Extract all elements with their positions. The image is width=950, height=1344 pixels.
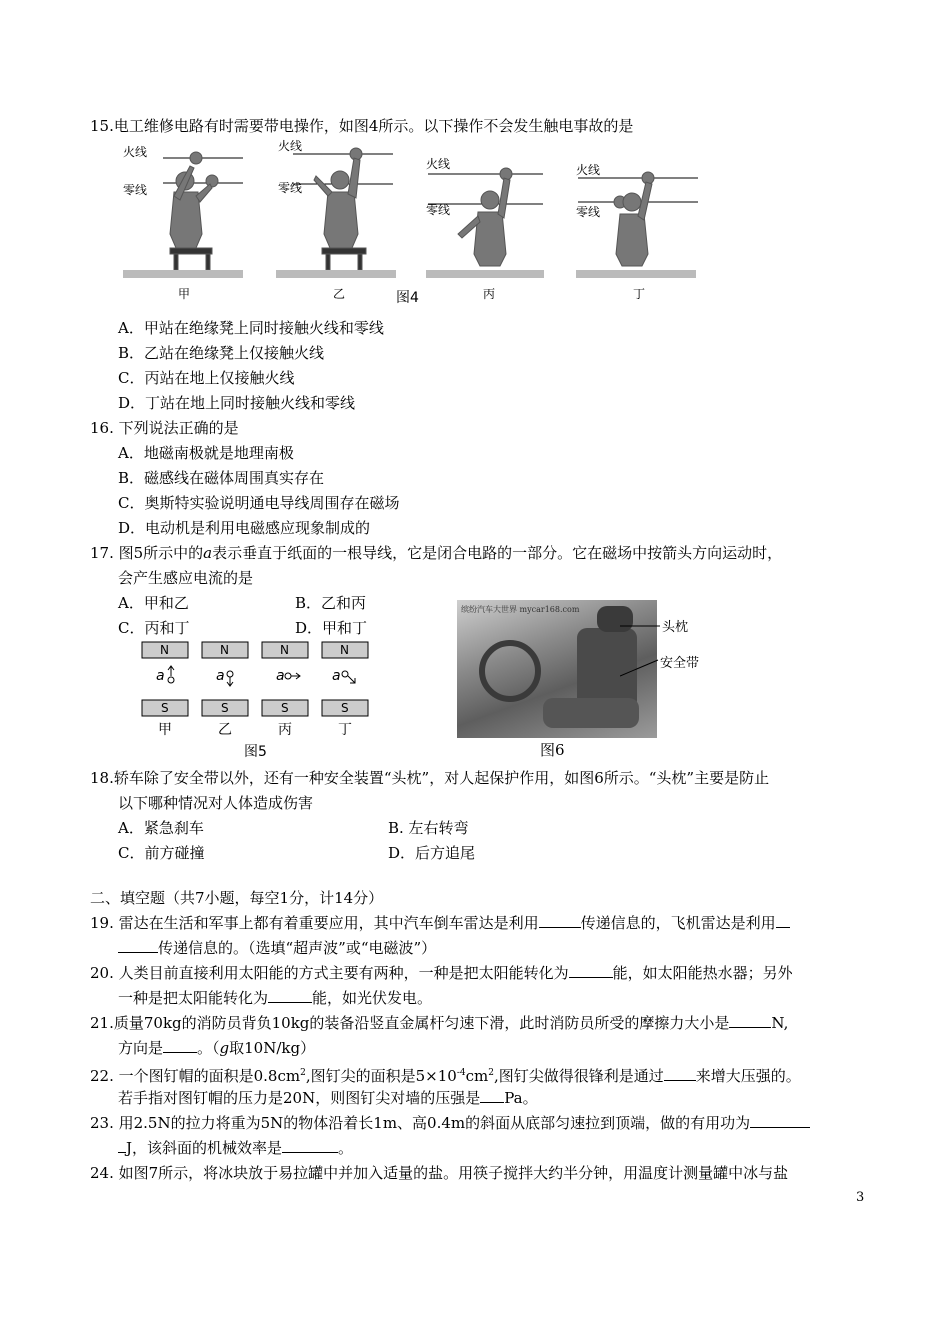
q19-blank-1[interactable] bbox=[539, 913, 581, 928]
q22-l2b: Pa。 bbox=[504, 1089, 538, 1107]
q21-line1 bbox=[90, 1013, 788, 1033]
fig4-live-wire-label-4: 火线 bbox=[576, 163, 601, 177]
q15-stem: 15.电工维修电路有时需要带电操作，如图4所示。以下操作不会发生触电事故的是 bbox=[90, 117, 634, 135]
fig6-watermark: 缤纷汽车大世界 mycar168.com bbox=[461, 605, 580, 614]
q23-l1: 23. 用2.5N的拉力将重为5N的物体沿着长1m、高0.4m的斜面从底部匀速拉到顶端，做的有用功为 bbox=[90, 1114, 751, 1132]
fig6-headrest-label: 头枕 bbox=[662, 620, 689, 635]
q20-l2a: 一种是把太阳能转化为 bbox=[118, 989, 269, 1007]
fig5-panel-label-1: 甲 bbox=[158, 722, 172, 738]
fig5-panel-label-3: 丙 bbox=[278, 722, 292, 738]
q22-sup-2: 2 bbox=[488, 1068, 494, 1078]
fig5-s-label-1: S bbox=[161, 701, 169, 715]
q19-l1b: 传递信息的，飞机雷达是利用 bbox=[580, 914, 776, 932]
q23-l2a: J，该斜面的机械效率是 bbox=[126, 1139, 283, 1157]
fig4-panel-label-yi: 乙 bbox=[333, 287, 346, 301]
q21-l1a: 21.质量70kg的消防员背负10kg的装备沿竖直金属杆匀速下滑，此时消防员所受的摩擦力大小是 bbox=[90, 1014, 730, 1032]
q22-l2a: 若手指对图钉帽的压力是20N，则图钉尖对墙的压强是 bbox=[118, 1089, 481, 1107]
q19-blank-2b[interactable] bbox=[118, 938, 158, 953]
fig5-a-label-4: a bbox=[332, 668, 341, 684]
fig4-panel-yi bbox=[276, 138, 396, 301]
fig5-wire-1 bbox=[168, 677, 174, 683]
fig4-live-wire-label-3: 火线 bbox=[426, 157, 451, 171]
fig4-panel-label-bing: 丙 bbox=[483, 287, 496, 301]
q23-line2 bbox=[118, 1138, 353, 1158]
q22-l1d: ,图钉尖做得很锋利是通过 bbox=[493, 1067, 664, 1085]
q20-l1b: 能，如太阳能热水器；另外 bbox=[612, 964, 793, 982]
q18-stem-line2: 以下哪种情况对人体造成伤害 bbox=[118, 794, 314, 812]
figure-5 bbox=[138, 640, 378, 760]
q19-blank-2a[interactable] bbox=[776, 913, 790, 928]
q23-blank-1a[interactable] bbox=[750, 1113, 810, 1128]
fig5-s-label-2: S bbox=[221, 701, 229, 715]
q21-l1b: N, bbox=[771, 1014, 789, 1032]
q17-stem-line1 bbox=[90, 543, 782, 563]
q21-line2 bbox=[118, 1038, 315, 1058]
fig5-caption: 图5 bbox=[244, 744, 267, 760]
q18-option-b: B. 左右转弯 bbox=[388, 819, 469, 837]
fig5-wire-3 bbox=[285, 673, 291, 679]
q21-l2b: 。（ bbox=[197, 1039, 220, 1057]
q24-line1: 24. 如图7所示，将冰块放于易拉罐中并加入适量的盐。用筷子搅拌大约半分钟，用温度计测量罐中冰与盐 bbox=[90, 1164, 789, 1182]
fig6-seatbelt-label: 安全带 bbox=[660, 656, 700, 671]
q17-option-d: D．甲和丁 bbox=[295, 619, 368, 637]
fig4-neutral-wire-label-3: 零线 bbox=[426, 203, 451, 217]
q22-sup-exp: -4 bbox=[456, 1068, 466, 1078]
fig5-panel-label-2: 乙 bbox=[218, 722, 232, 738]
fig4-live-wire-label-1: 火线 bbox=[123, 145, 148, 159]
fig5-a-label-1: a bbox=[156, 668, 165, 684]
section2-title: 二、填空题（共7小题，每空1分，计14分） bbox=[90, 889, 384, 907]
q16-option-c: C．奥斯特实验说明通电导线周围存在磁场 bbox=[118, 494, 400, 512]
fig4-panel-bing bbox=[426, 156, 544, 301]
q21-g: g bbox=[219, 1039, 230, 1057]
q23-line1 bbox=[90, 1113, 810, 1133]
q21-l2d: 取10N/kg） bbox=[229, 1039, 316, 1057]
fig5-s-label-4: S bbox=[341, 701, 349, 715]
fig4-panel-label-ding: 丁 bbox=[633, 287, 646, 301]
q20-l1a: 20. 人类目前直接利用太阳能的方式主要有两种，一种是把太阳能转化为 bbox=[90, 964, 569, 982]
fig4-live-wire-label-2: 火线 bbox=[278, 139, 303, 153]
fig4-panel-label-jia: 甲 bbox=[178, 287, 191, 301]
q18-option-d: D．后方追尾 bbox=[388, 844, 476, 862]
fig5-a-label-3: a bbox=[276, 668, 285, 684]
q21-l2a: 方向是 bbox=[118, 1039, 164, 1057]
fig6-seat-cushion bbox=[543, 698, 639, 728]
fig5-n-label-2: N bbox=[220, 643, 229, 657]
q20-line2 bbox=[118, 988, 432, 1008]
q21-blank-2[interactable] bbox=[163, 1038, 197, 1053]
q23-blank-2[interactable] bbox=[282, 1138, 338, 1153]
q22-l1c: cm bbox=[465, 1067, 489, 1085]
q17-stem-part2: 表示垂直于纸面的一根导线，它是闭合电路的一部分。它在磁场中按箭头方向运动时， bbox=[212, 544, 783, 562]
q16-option-b: B．磁感线在磁体周围真实存在 bbox=[118, 469, 325, 487]
q17-stem-var: a bbox=[203, 544, 213, 562]
q22-sup-1: 2 bbox=[300, 1068, 306, 1078]
q23-l2b: 。 bbox=[338, 1139, 354, 1157]
q22-line1 bbox=[90, 1063, 801, 1086]
q16-option-d: D．电动机是利用电磁感应现象制成的 bbox=[118, 519, 371, 537]
q19-line1 bbox=[90, 913, 790, 933]
q19-l1a: 19. 雷达在生活和军事上都有着重要应用，其中汽车倒车雷达是利用 bbox=[90, 914, 539, 932]
q19-line2 bbox=[118, 938, 436, 958]
q22-line2 bbox=[118, 1088, 538, 1108]
q22-l1b: ,图钉尖的面积是5×10 bbox=[305, 1067, 457, 1085]
q15-option-a: A．甲站在绝缘凳上同时接触火线和零线 bbox=[118, 319, 384, 337]
q20-l2b: 能，如光伏发电。 bbox=[312, 989, 433, 1007]
fig5-panel-label-4: 丁 bbox=[338, 722, 352, 738]
q22-l1e: 来增大压强的。 bbox=[695, 1067, 801, 1085]
fig4-panel-ding bbox=[576, 162, 698, 301]
q20-line1 bbox=[90, 963, 793, 983]
q15-option-b: B．乙站在绝缘凳上仅接触火线 bbox=[118, 344, 325, 362]
fig4-panel-jia bbox=[123, 144, 243, 301]
q22-blank-2[interactable] bbox=[480, 1088, 504, 1103]
fig6-caption: 图6 bbox=[540, 741, 565, 759]
q18-option-a: A．紧急刹车 bbox=[118, 819, 204, 837]
q17-stem-line2: 会产生感应电流的是 bbox=[118, 569, 254, 587]
fig4-neutral-wire-label-2: 零线 bbox=[278, 181, 303, 195]
fig5-n-label-1: N bbox=[160, 643, 169, 657]
q22-l1a: 22. 一个图钉帽的面积是0.8cm bbox=[90, 1067, 301, 1085]
q16-stem: 16. 下列说法正确的是 bbox=[90, 419, 239, 437]
q15-option-c: C．丙站在地上仅接触火线 bbox=[118, 369, 295, 387]
fig4-neutral-wire-label-4: 零线 bbox=[576, 205, 601, 219]
q17-option-b: B．乙和丙 bbox=[295, 594, 367, 612]
fig5-a-label-2: a bbox=[216, 668, 225, 684]
fig4-neutral-wire-label-1: 零线 bbox=[123, 183, 148, 197]
q22-blank-1[interactable] bbox=[664, 1066, 696, 1081]
q20-blank-1[interactable] bbox=[569, 963, 613, 978]
fig5-s-label-3: S bbox=[281, 701, 289, 715]
fig5-n-label-4: N bbox=[340, 643, 349, 657]
fig5-n-label-3: N bbox=[280, 643, 289, 657]
figure-4 bbox=[118, 136, 698, 314]
fig5-wire-2 bbox=[227, 671, 233, 677]
q17-option-a: A．甲和乙 bbox=[118, 594, 189, 612]
q18-option-c: C．前方碰撞 bbox=[118, 844, 205, 862]
fig4-caption: 图4 bbox=[396, 290, 419, 306]
q19-l2: 传递信息的。（选填“超声波”或“电磁波”） bbox=[158, 939, 437, 957]
fig6-steering-wheel bbox=[479, 640, 541, 702]
fig5-wire-4 bbox=[342, 671, 348, 677]
q15-option-d: D．丁站在地上同时接触火线和零线 bbox=[118, 394, 356, 412]
q16-option-a: A．地磁南极就是地理南极 bbox=[118, 444, 294, 462]
page-number: 3 bbox=[856, 1190, 865, 1205]
q21-blank-1[interactable] bbox=[729, 1013, 771, 1028]
q18-stem-line1: 18.轿车除了安全带以外，还有一种安全装置“头枕”，对人起保护作用，如图6所示。“头枕”主要是防止 bbox=[90, 769, 770, 787]
q17-stem-part1: 17. 图5所示中的 bbox=[90, 544, 204, 562]
q17-option-c: C．丙和丁 bbox=[118, 619, 190, 637]
q23-blank-1b[interactable] bbox=[118, 1138, 126, 1153]
q20-blank-2[interactable] bbox=[268, 988, 312, 1003]
